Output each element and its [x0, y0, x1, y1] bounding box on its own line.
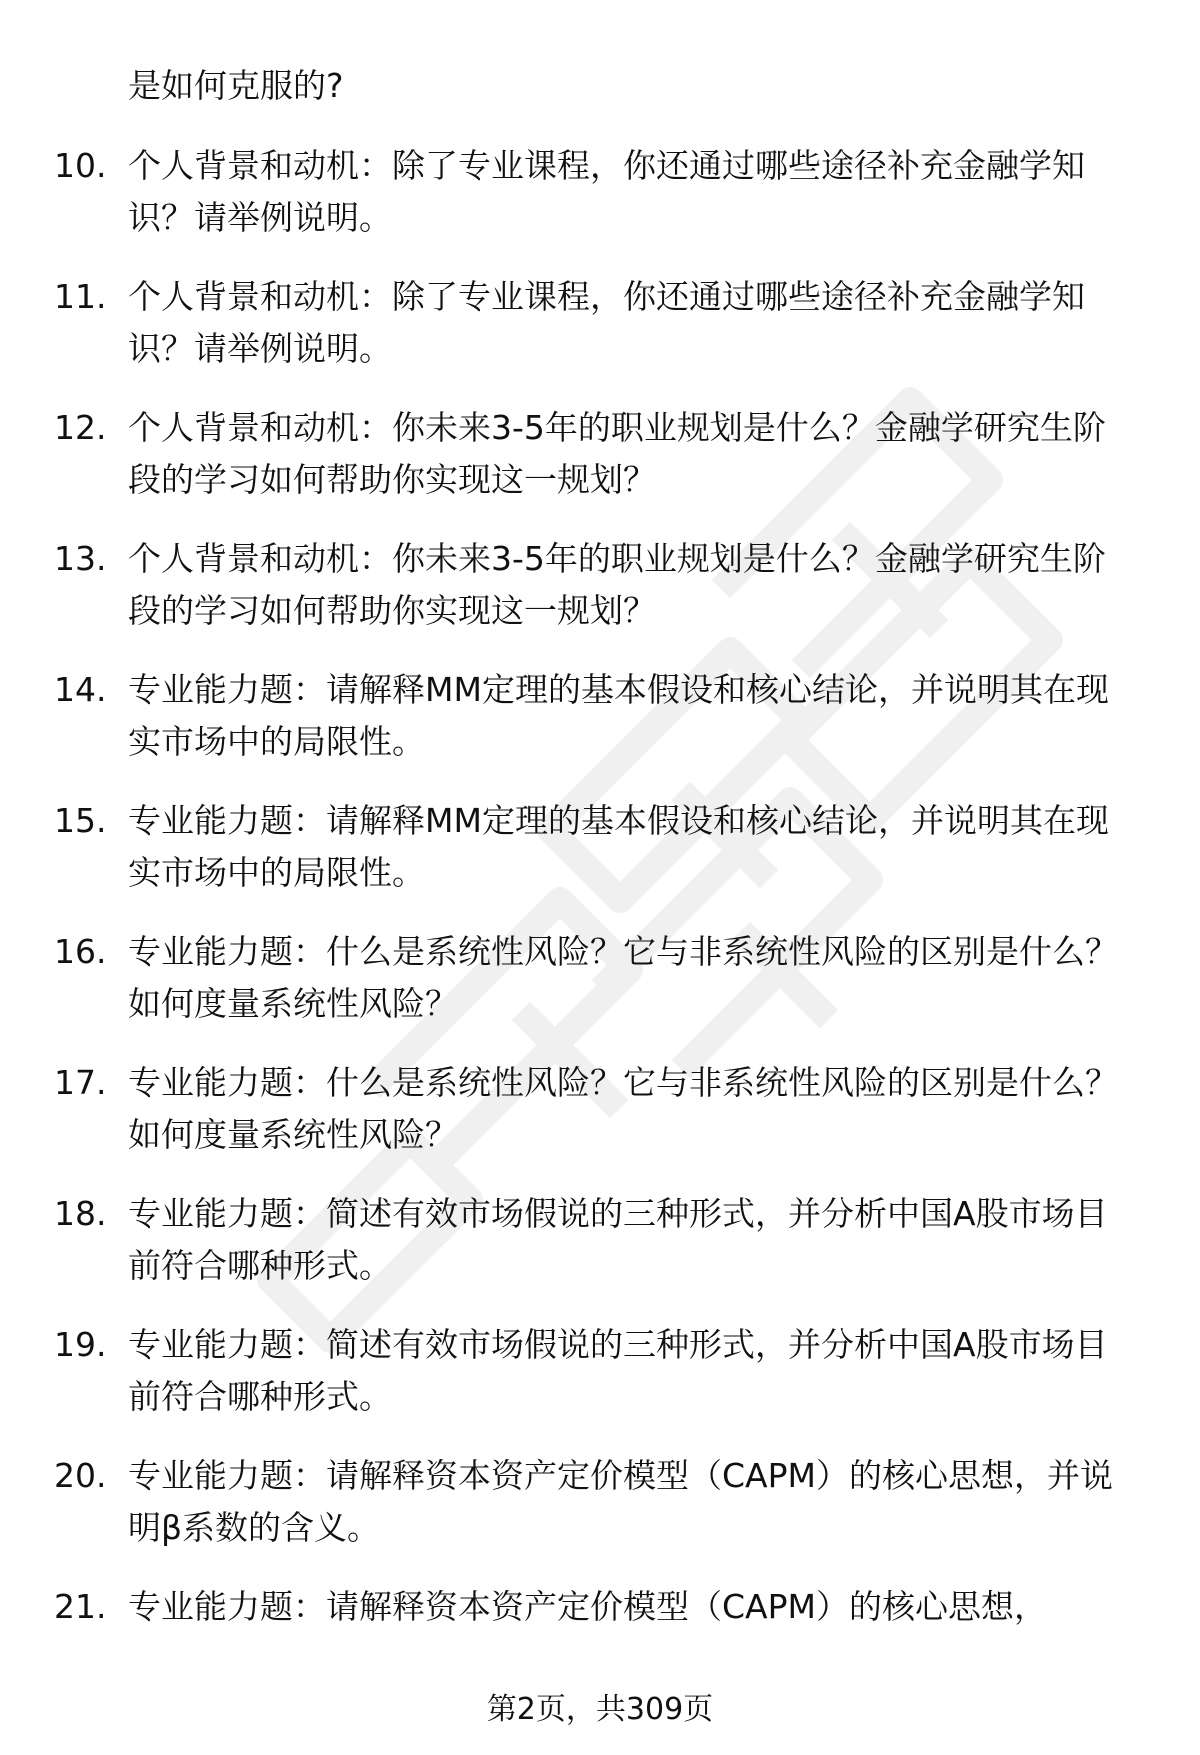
list-item	[0, 1057, 1200, 1188]
item-text: 专业能力题：请解释MM定理的基本假设和核心结论，并说明其在现实市场中的局限性。	[128, 670, 1109, 761]
item-text: 专业能力题：请解释资本资产定价模型（CAPM）的核心思想，	[128, 1587, 1047, 1626]
item-text: 个人背景和动机：除了专业课程，你还通过哪些途径补充金融学知识？请举例说明。	[128, 146, 1085, 237]
item-number: 20.	[54, 1456, 107, 1495]
question-list	[0, 140, 1200, 1712]
item-text: 专业能力题：什么是系统性风险？它与非系统性风险的区别是什么？如何度量系统性风险？	[128, 932, 1118, 1023]
continuation-text: 是如何克服的?	[128, 66, 344, 105]
item-number: 12.	[54, 408, 107, 447]
item-number: 21.	[54, 1587, 107, 1626]
item-number: 10.	[54, 146, 107, 185]
item-number: 14.	[54, 670, 107, 709]
item-text: 个人背景和动机：除了专业课程，你还通过哪些途径补充金融学知识？请举例说明。	[128, 277, 1085, 368]
item-text: 专业能力题：什么是系统性风险？它与非系统性风险的区别是什么？如何度量系统性风险？	[128, 1063, 1118, 1154]
item-text: 专业能力题：请解释资本资产定价模型（CAPM）的核心思想，并说明β系数的含义。	[128, 1456, 1113, 1547]
list-item	[0, 402, 1200, 533]
list-item	[0, 664, 1200, 795]
page-footer: 第2页，共309页	[486, 1692, 714, 1727]
list-item	[0, 271, 1200, 402]
item-number: 15.	[54, 801, 107, 840]
item-number: 17.	[54, 1063, 107, 1102]
list-item	[0, 1319, 1200, 1450]
item-number: 13.	[54, 539, 107, 578]
list-item	[0, 533, 1200, 664]
list-item	[0, 140, 1200, 271]
item-text: 专业能力题：简述有效市场假说的三种形式，并分析中国A股市场目前符合哪种形式。	[128, 1194, 1108, 1285]
list-item	[0, 1450, 1200, 1581]
item-number: 18.	[54, 1194, 107, 1233]
item-number: 19.	[54, 1325, 107, 1364]
item-number: 11.	[54, 277, 107, 316]
list-item	[0, 1188, 1200, 1319]
item-text: 专业能力题：简述有效市场假说的三种形式，并分析中国A股市场目前符合哪种形式。	[128, 1325, 1108, 1416]
item-text: 个人背景和动机：你未来3-5年的职业规划是什么？金融学研究生阶段的学习如何帮助你实现这一规划？	[128, 408, 1106, 499]
item-number: 16.	[54, 932, 107, 971]
list-item	[0, 795, 1200, 926]
list-item	[0, 926, 1200, 1057]
item-text: 专业能力题：请解释MM定理的基本假设和核心结论，并说明其在现实市场中的局限性。	[128, 801, 1109, 892]
item-text: 个人背景和动机：你未来3-5年的职业规划是什么？金融学研究生阶段的学习如何帮助你实现这一规划？	[128, 539, 1106, 630]
